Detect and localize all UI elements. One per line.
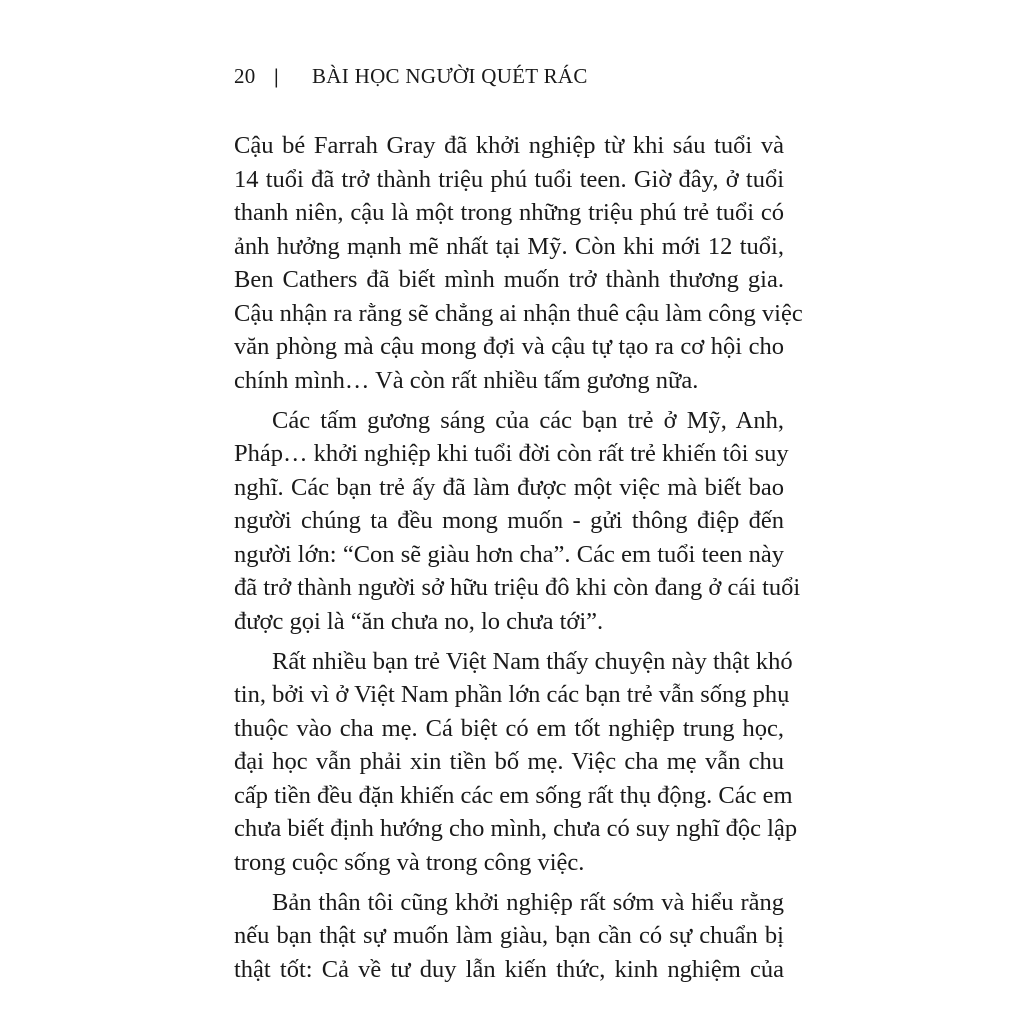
header-separator: | <box>274 64 279 88</box>
paragraph <box>234 886 784 987</box>
text-line: Các tấm gương sáng của các bạn trẻ ở Mỹ, Anh, <box>272 406 784 434</box>
text-line: tin, bởi vì ở Việt Nam phần lớn các bạn trẻ vẫn sống phụ <box>234 681 790 708</box>
text-line: 14 tuổi đã trở thành triệu phú tuổi teen. Giờ đây, ở tuổi <box>234 165 784 193</box>
text-line: nếu bạn thật sự muốn làm giàu, bạn cần có sự chuẩn bị <box>234 922 784 949</box>
page-number: 20 <box>234 64 256 88</box>
text-line: ảnh hưởng mạnh mẽ nhất tại Mỹ. Còn khi mới 12 tuổi, <box>234 232 784 260</box>
text-line: Cậu nhận ra rằng sẽ chẳng ai nhận thuê cậu làm công việc <box>234 299 803 327</box>
text-line: trong cuộc sống và trong công việc. <box>234 848 585 876</box>
text-line: chưa biết định hướng cho mình, chưa có suy nghĩ độc lập <box>234 815 798 842</box>
text-line: Pháp… khởi nghiệp khi tuổi đời còn rất trẻ khiến tôi suy <box>234 440 789 467</box>
running-title: BÀI HỌC NGƯỜI QUÉT RÁC <box>312 64 588 88</box>
paragraph <box>234 129 803 397</box>
running-header <box>234 64 588 89</box>
text-line: chính mình… Và còn rất nhiều tấm gương nữa. <box>234 366 699 394</box>
text-line: Cậu bé Farrah Gray đã khởi nghiệp từ khi sáu tuổi và <box>234 132 784 159</box>
page-body <box>234 129 803 993</box>
text-line: cấp tiền đều đặn khiến các em sống rất thụ động. Các em <box>234 781 793 809</box>
text-line: người lớn: “Con sẽ giàu hơn cha”. Các em tuổi teen này <box>234 540 784 568</box>
text-line: thanh niên, cậu là một trong những triệu phú trẻ tuổi có <box>234 199 784 226</box>
text-line: được gọi là “ăn chưa no, lo chưa tới”. <box>234 607 604 635</box>
text-line: thật tốt: Cả về tư duy lẫn kiến thức, kinh nghiệm của <box>234 955 784 983</box>
text-line: Bản thân tôi cũng khởi nghiệp rất sớm và hiểu rằng <box>272 888 784 916</box>
text-line: thuộc vào cha mẹ. Cá biệt có em tốt nghiệp trung học, <box>234 714 784 742</box>
text-line: nghĩ. Các bạn trẻ ấy đã làm được một việc mà biết bao <box>234 473 784 501</box>
text-line: Ben Cathers đã biết mình muốn trở thành thương gia. <box>234 266 784 293</box>
paragraph <box>234 645 798 880</box>
text-line: văn phòng mà cậu mong đợi và cậu tự tạo ra cơ hội cho <box>234 333 784 360</box>
paragraph <box>234 404 801 639</box>
text-line: người chúng ta đều mong muốn - gửi thông điệp đến <box>234 507 784 534</box>
text-line: đại học vẫn phải xin tiền bố mẹ. Việc cha mẹ vẫn chu <box>234 748 784 775</box>
text-line: Rất nhiều bạn trẻ Việt Nam thấy chuyện này thật khó <box>272 647 793 675</box>
text-line: đã trở thành người sở hữu triệu đô khi còn đang ở cái tuổi <box>234 574 801 601</box>
